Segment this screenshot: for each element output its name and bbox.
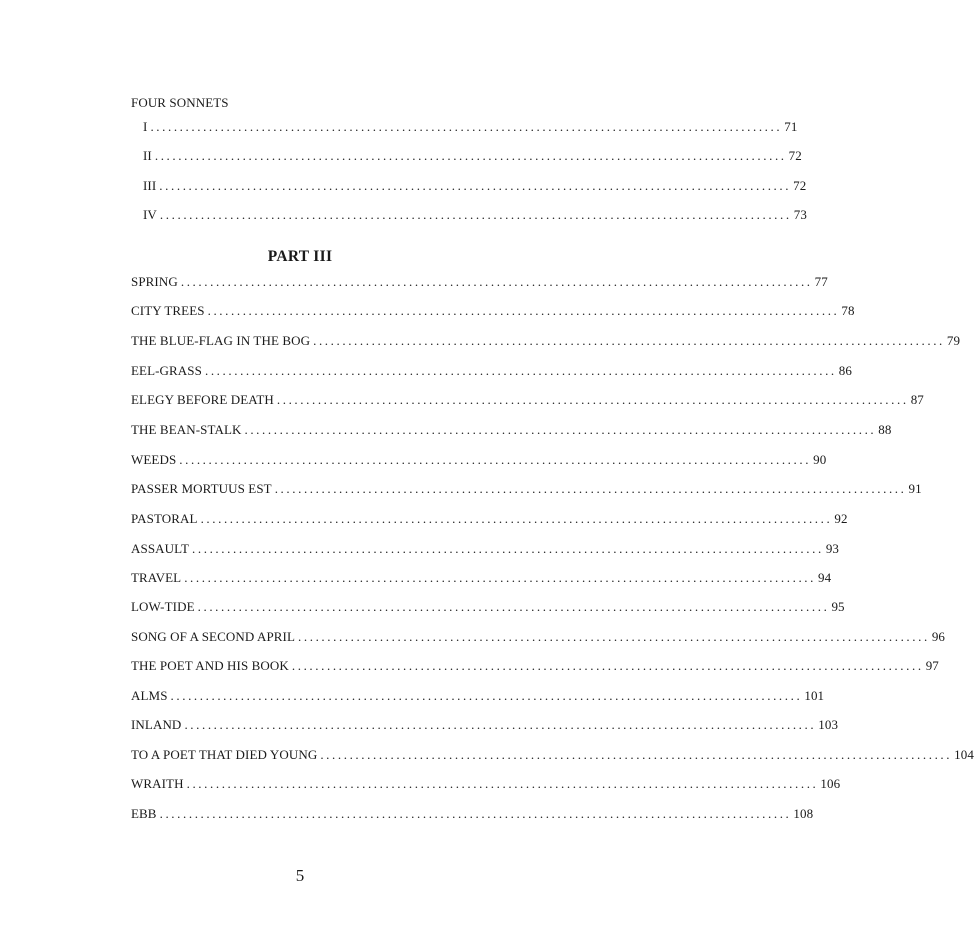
dot-leader: ............................................................................................................ [159,207,792,222]
dot-leader: ............................................................................................................ [204,363,837,378]
toc-entry [131,599,845,615]
toc-entry [131,363,852,379]
dot-leader: ............................................................................................................ [298,629,930,644]
dot-leader: ............................................................................................................ [200,511,833,526]
toc-entry-page: 79 [946,333,961,348]
dot-leader: ............................................................................................................ [184,717,817,732]
toc-entry-page: 73 [793,207,807,222]
toc-entry-title: THE BLUE-FLAG IN THE BOG [131,333,311,348]
toc-entry [131,481,922,497]
toc-entry-page: 87 [910,392,924,407]
toc-entry [131,806,814,822]
toc-entry-page: 77 [814,274,828,289]
dot-leader: ............................................................................................................ [184,570,817,585]
dot-leader: ............................................................................................................ [154,148,787,163]
dot-leader: ............................................................................................................ [320,747,953,762]
dot-leader: ............................................................................................................ [192,541,824,556]
toc-entry-title: WRAITH [131,776,184,791]
toc-entry-page: 86 [838,363,852,378]
toc-entry [131,747,974,763]
toc-entry-title: TRAVEL [131,570,182,585]
toc-entry [131,570,832,586]
page-number: 5 [295,866,305,885]
toc-entry [131,658,939,674]
toc-entry-page: 94 [818,570,832,585]
dot-leader: ............................................................................................................ [276,392,909,407]
dot-leader: ............................................................................................................ [170,688,803,703]
toc-entry-page: 101 [804,688,825,703]
dot-leader: ............................................................................................................ [197,599,830,614]
toc-entry-page: 97 [925,658,939,673]
toc-entry [131,392,924,408]
toc-entry [131,629,946,645]
toc-entry-title: PASTORAL [131,511,198,526]
dot-leader: ............................................................................................................ [244,422,877,437]
toc-entry [131,776,841,792]
toc-entry-title: EBB [131,806,157,821]
dot-leader: ............................................................................................................ [159,806,792,821]
toc-entry-page: 78 [841,303,855,318]
toc-entry-page: 72 [793,178,807,193]
toc-entry [131,333,961,349]
toc-entry [143,207,807,223]
toc-entry [131,274,828,290]
toc-entry-page: 104 [954,747,974,762]
toc-entry-title: CITY TREES [131,303,205,318]
section-heading-four-sonnets: FOUR SONNETS [131,95,229,110]
toc-entry [131,511,848,527]
toc-entry-title: III [143,178,157,193]
toc-entry-title: ALMS [131,688,168,703]
toc-entry [131,541,840,557]
toc-entry [143,119,798,135]
dot-leader: ............................................................................................................ [179,452,812,467]
toc-entry-title: THE BEAN-STALK [131,422,242,437]
dot-leader: ............................................................................................................ [159,178,792,193]
toc-entry-page: 106 [820,776,841,791]
toc-entry-title: I [143,119,148,134]
toc-entry-title: SPRING [131,274,178,289]
toc-entry [131,452,827,468]
dot-leader: ............................................................................................................ [186,776,819,791]
toc-entry-title: IV [143,207,157,222]
toc-entry-page: 71 [784,119,798,134]
toc-entry-page: 108 [793,806,814,821]
toc-entry-title: LOW-TIDE [131,599,195,614]
toc-entry-title: ELEGY BEFORE DEATH [131,392,274,407]
toc-entry-page: 92 [834,511,848,526]
toc-entry-page: 103 [818,717,839,732]
toc-entry-page: 88 [878,422,892,437]
toc-entry [131,303,855,319]
toc-entry-title: II [143,148,152,163]
toc-entry-page: 93 [825,541,840,556]
dot-leader: ............................................................................................................ [274,481,907,496]
dot-leader: ............................................................................................................ [180,274,813,289]
toc-entry-page: 72 [788,148,802,163]
toc-entry-title: EEL-GRASS [131,363,202,378]
dot-leader: ............................................................................................................ [313,333,945,348]
toc-entry-page: 95 [831,599,845,614]
toc-entry-title: INLAND [131,717,182,732]
toc-entry-title: SONG OF A SECOND APRIL [131,629,296,644]
toc-entry [131,717,839,733]
toc-entry-page: 91 [908,481,922,496]
toc-entry-title: WEEDS [131,452,177,467]
toc-entry [131,688,825,704]
toc-entry [143,148,802,164]
toc-entry-title: ASSAULT [131,541,190,556]
dot-leader: ............................................................................................................ [150,119,783,134]
toc-entry-title: TO A POET THAT DIED YOUNG [131,747,318,762]
dot-leader: ............................................................................................................ [291,658,924,673]
toc-entry-page: 96 [931,629,946,644]
toc-entry-title: THE POET AND HIS BOOK [131,658,289,673]
toc-entry [143,178,807,194]
toc-entry [131,422,892,438]
dot-leader: ............................................................................................................ [207,303,840,318]
part-heading: PART III [267,248,333,265]
toc-entry-page: 90 [813,452,827,467]
toc-entry-title: PASSER MORTUUS EST [131,481,272,496]
